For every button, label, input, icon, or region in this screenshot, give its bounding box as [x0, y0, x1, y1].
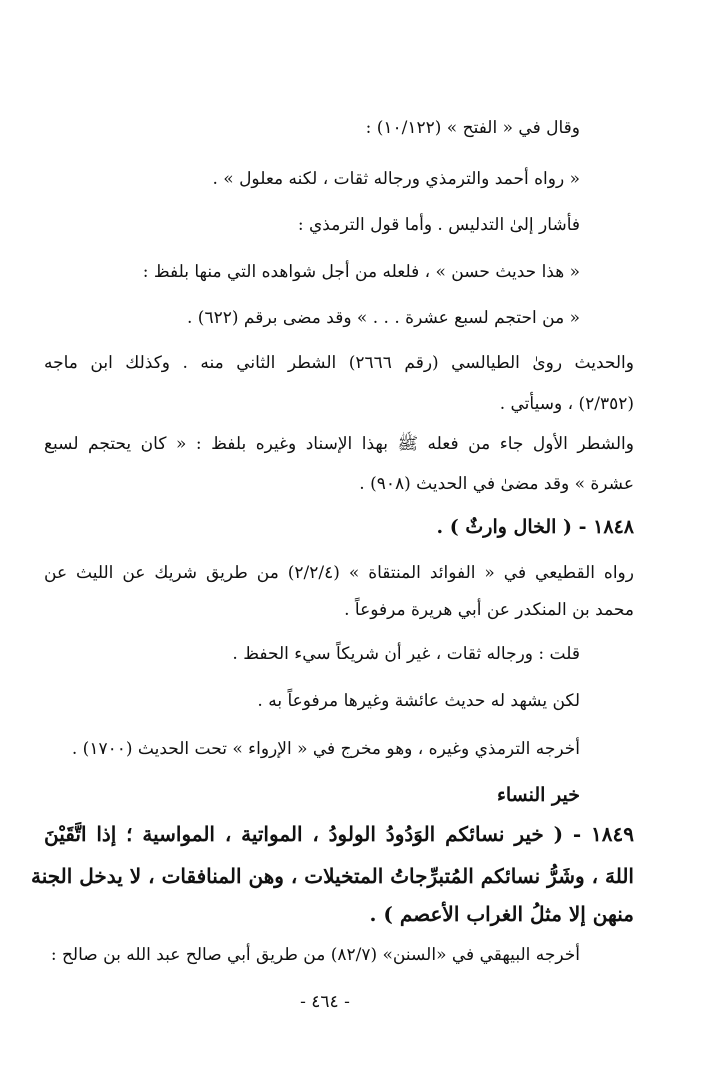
section-title: خير النساء — [496, 784, 580, 806]
text-line: أخرجه البيهقي في «السنن» (٨٢/٧) من طريق أبي صالح عبد الله بن صالح : — [50, 945, 580, 965]
hadith-text-1849: منهن إلا مثلُ الغراب الأعصم ) . — [369, 902, 634, 926]
text-line: « من احتجم لسبع عشرة . . . » وقد مضى برقم (٦٢٢) . — [187, 308, 580, 328]
text-line: (٢/٣٥٢) ، وسيأتي . — [499, 394, 634, 414]
text-line: عشرة » وقد مضىٰ في الحديث (٩٠٨) . — [359, 474, 634, 494]
text-line: « هذا حديث حسن » ، فلعله من أجل شواهده التي منها بلفظ : — [142, 262, 580, 282]
text-line: والحديث روىٰ الطيالسي (رقم ٢٦٦٦) الشطر الثاني منه . وكذلك ابن ماجه — [44, 353, 634, 373]
hadith-text-1849: ١٨٤٩ - ( خير نسائكم الوَدُودُ الولودُ ، المواتية ، المواسية ؛ إذا اتَّقَيْنَ — [44, 822, 634, 846]
text-line: والشطر الأول جاء من فعله ﷺ بهذا الإسناد وغيره بلفظ : « كان يحتجم لسبع — [44, 434, 634, 454]
text-line: « رواه أحمد والترمذي ورجاله ثقات ، لكنه معلول » . — [212, 169, 580, 189]
hadith-text-1849: اللهَ ، وشَرُّ نسائكم المُتبرِّجاتُ المتخيلات ، وهن المنافقات ، لا يدخل الجنة — [30, 864, 634, 888]
text-line: لكن يشهد له حديث عائشة وغيرها مرفوعاً به . — [257, 691, 580, 711]
hadith-heading-1848: ١٨٤٨ - ( الخال وارثٌ ) . — [436, 516, 634, 538]
text-line: فأشار إلىٰ التدليس . وأما قول الترمذي : — [297, 215, 580, 235]
text-line: رواه القطيعي في « الفوائد المنتقاة » (٢/٢/٤) من طريق شريك عن الليث عن — [44, 563, 634, 583]
text-line: أخرجه الترمذي وغيره ، وهو مخرج في « الإرواء » تحت الحديث (١٧٠٠) . — [71, 739, 580, 759]
text-line: محمد بن المنكدر عن أبي هريرة مرفوعاً . — [344, 600, 634, 620]
text-line: وقال في « الفتح » (١٠/١٢٢) : — [365, 118, 580, 138]
page-number: - ٤٦٤ - — [300, 992, 350, 1012]
text-line: قلت : ورجاله ثقات ، غير أن شريكاً سيء الحفظ . — [232, 644, 580, 664]
